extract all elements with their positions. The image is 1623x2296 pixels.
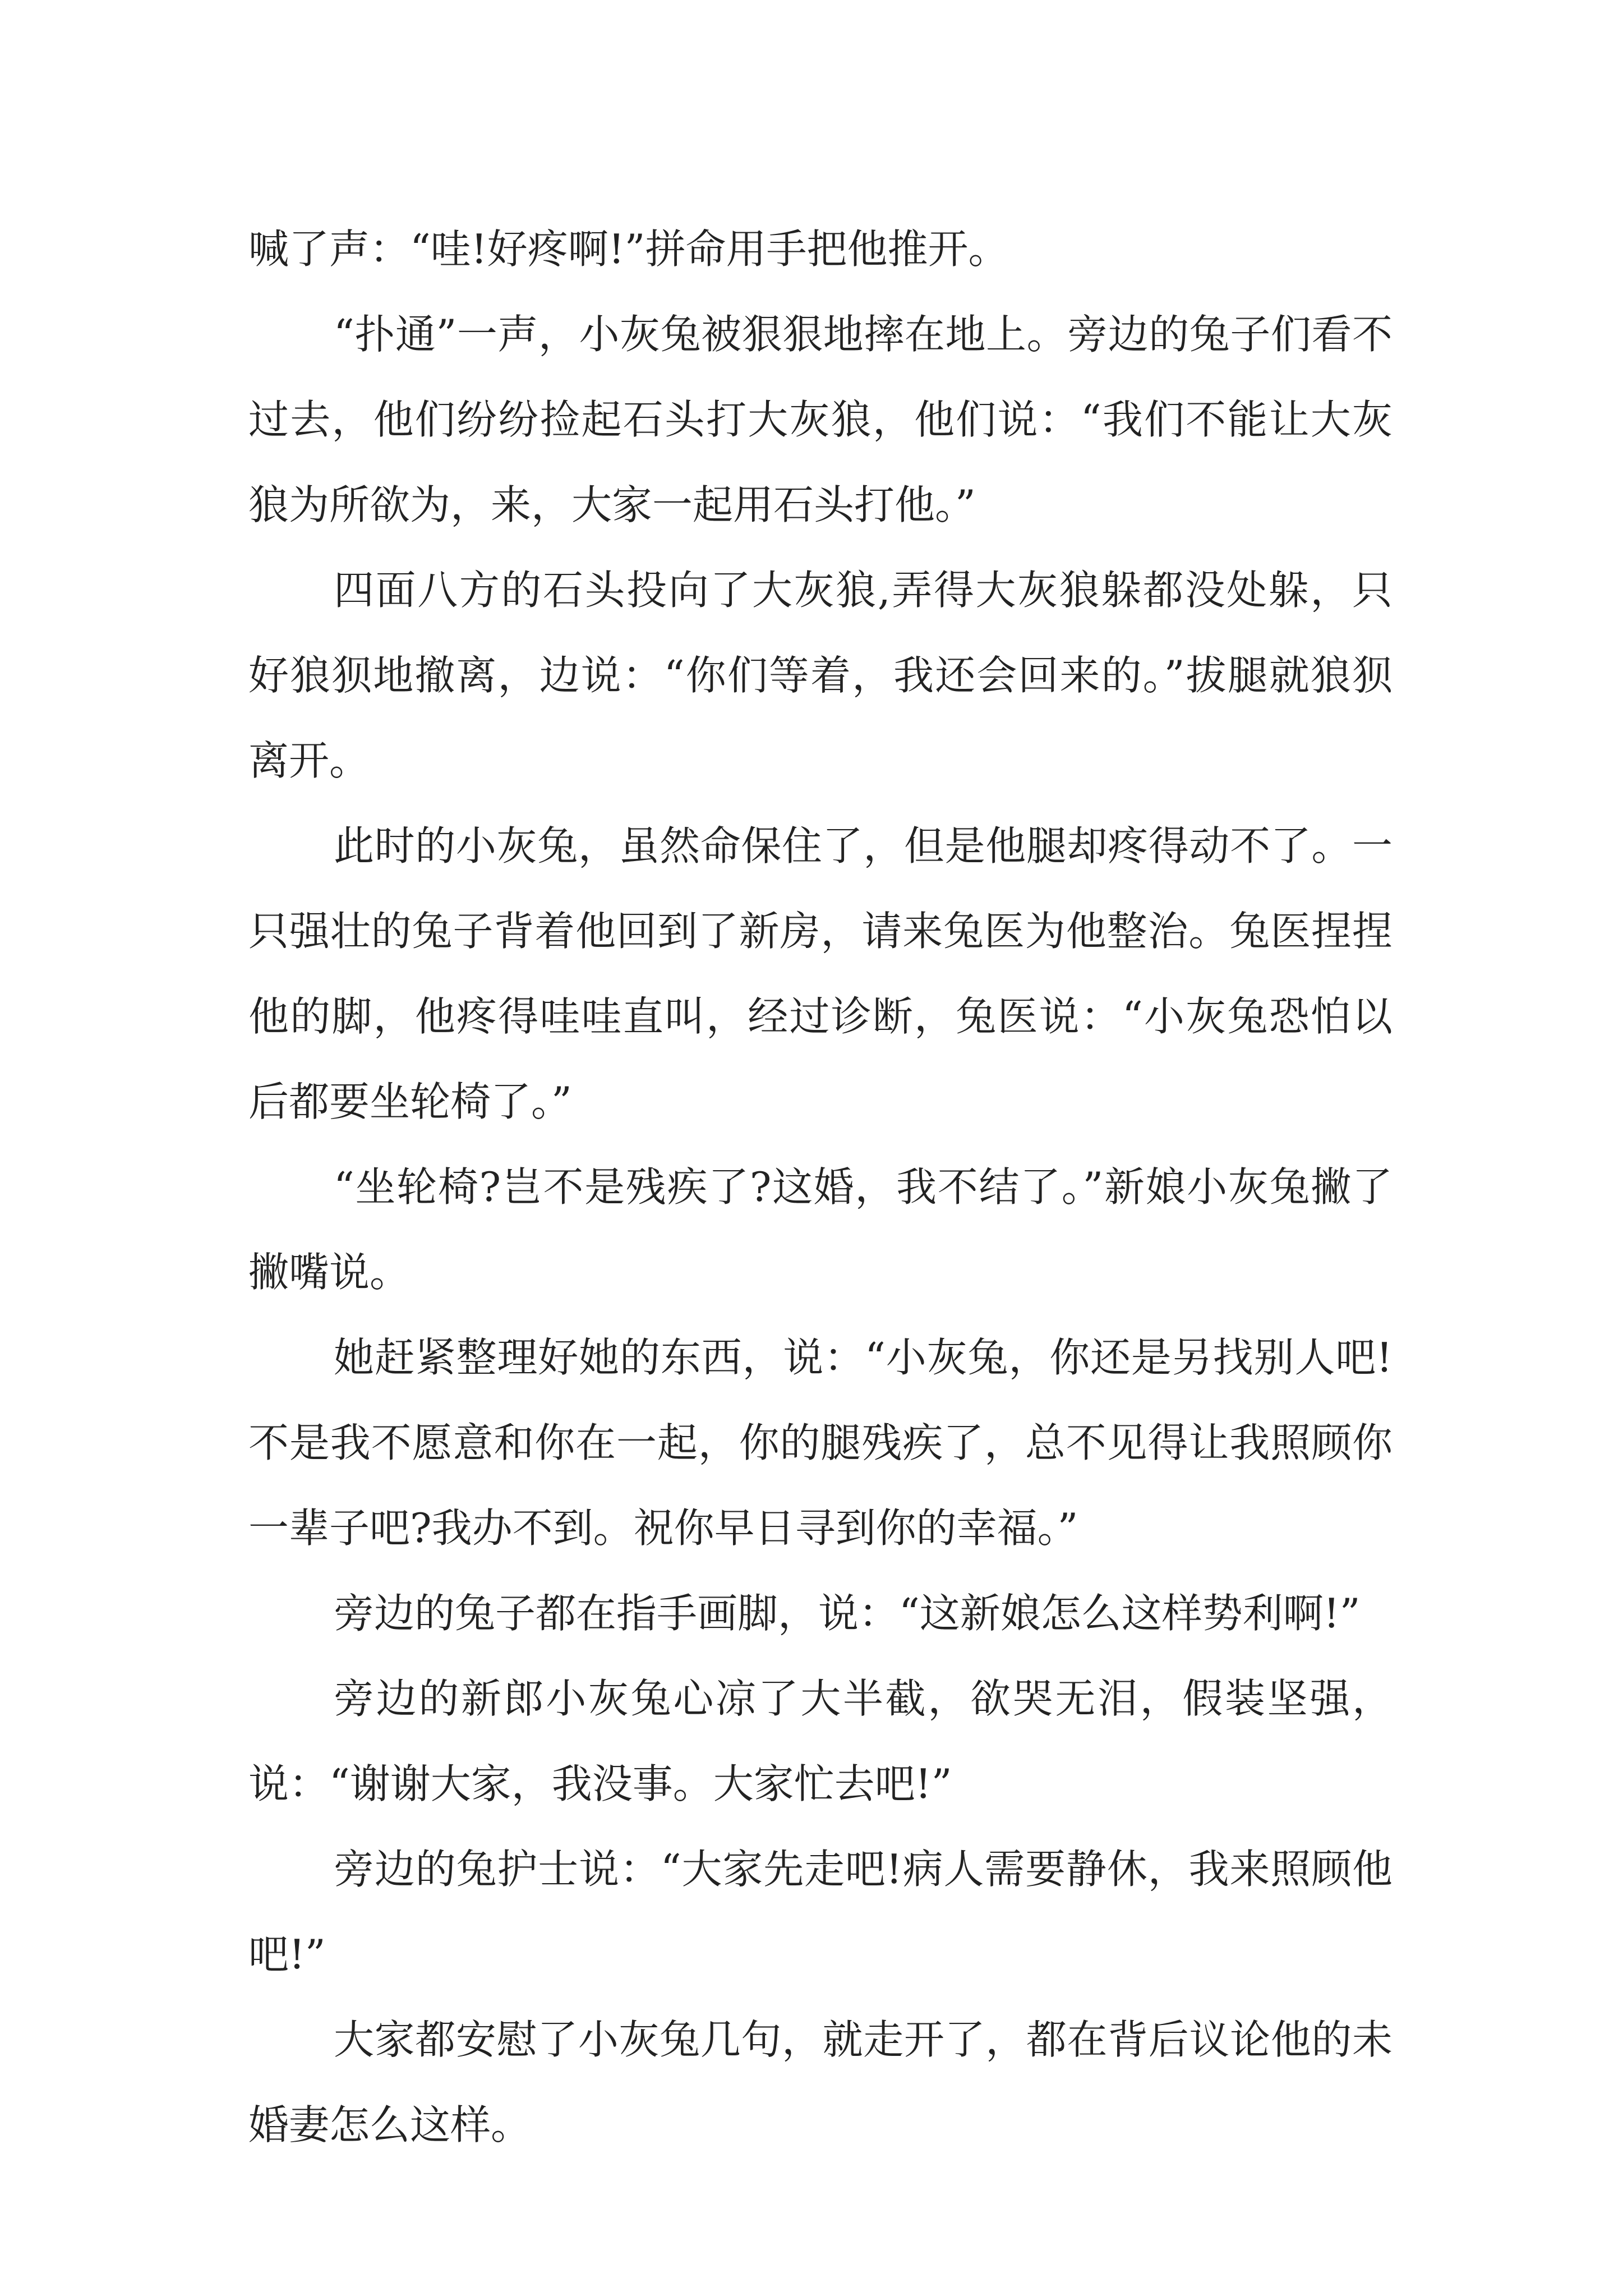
paragraph-2: “扑通”一声，小灰兔被狠狠地摔在地上。旁边的兔子们看不过去，他们纷纷捡起石头打大灰狼，他们说：“我们不能让大灰狼为所欲为，来，大家一起用石头打他。”: [248, 311, 1393, 528]
paragraph-10: 大家都安慰了小灰兔几句，就走开了，都在背后议论他的未婚妻怎么这样。: [248, 2016, 1393, 2148]
paragraph-6: 她赶紧整理好她的东西，说：“小灰兔，你还是另找别人吧!不是我不愿意和你在一起，你的腿残疾了，总不见得让我照顾你一辈子吧?我办不到。祝你早日寻到你的幸福。”: [248, 1334, 1393, 1552]
document-body: [248, 206, 1393, 2168]
paragraph-1: 喊了声：“哇!好疼啊!”拼命用手把他推开。: [248, 226, 1009, 273]
paragraph-3: 四面八方的石头投向了大灰狼,弄得大灰狼躲都没处躲，只好狼狈地撤离，边说：“你们等着，我还会回来的。”拔腿就狼狈离开。: [248, 567, 1393, 784]
paragraph-5: “坐轮椅?岂不是残疾了?这婚，我不结了。”新娘小灰兔撇了撇嘴说。: [248, 1163, 1393, 1296]
paragraph-7: 旁边的兔子都在指手画脚，说：“这新娘怎么这样势利啊!”: [334, 1590, 1361, 1637]
paragraph-4: 此时的小灰兔，虽然命保住了，但是他腿却疼得动不了。一只强壮的兔子背着他回到了新房，请来兔医为他整治。兔医捏捏他的脚，他疼得哇哇直叫，经过诊断，兔医说：“小灰兔恐怕以后都要坐轮椅了。”: [248, 822, 1393, 1125]
paragraph-9: 旁边的兔护士说：“大家先走吧!病人需要静休，我来照顾他吧!”: [248, 1846, 1393, 1978]
paragraph-8: 旁边的新郎小灰兔心凉了大半截，欲哭无泪，假装坚强，说：“谢谢大家，我没事。大家忙去吧!”: [248, 1675, 1393, 1807]
